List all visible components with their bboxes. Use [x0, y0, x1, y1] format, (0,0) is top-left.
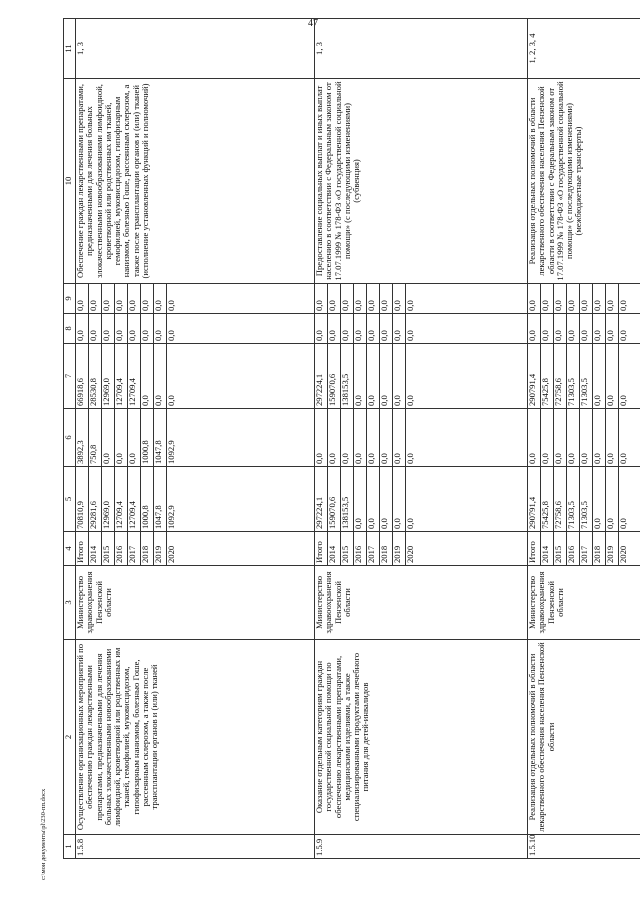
- year-cell: 2016: [567, 532, 580, 566]
- amount-cell: 0,0: [541, 409, 554, 467]
- amount-cell: 0,0: [76, 284, 89, 314]
- amount-cell: 0,0: [141, 284, 154, 314]
- year-cell: 2014: [89, 532, 102, 566]
- amount-cell: 0,0: [580, 284, 593, 314]
- amount-cell: 0,0: [593, 314, 606, 344]
- amount-cell: 0,0: [315, 314, 328, 344]
- amount-cell: 290791,4: [528, 344, 541, 409]
- year-cell: 2018: [380, 532, 393, 566]
- year-cell: 2020: [406, 532, 528, 566]
- amount-cell: 0,0: [102, 284, 115, 314]
- amount-cell: 290791,4: [528, 467, 541, 532]
- amount-cell: 0,0: [528, 284, 541, 314]
- amount-cell: 0,0: [367, 314, 380, 344]
- amount-cell: 0,0: [115, 314, 128, 344]
- header-row: [64, 19, 76, 859]
- amount-cell: 75425,8: [541, 344, 554, 409]
- amount-cell: 71303,5: [567, 344, 580, 409]
- amount-cell: 0,0: [567, 284, 580, 314]
- table-row: [315, 19, 328, 859]
- amount-cell: 0,0: [76, 314, 89, 344]
- amount-cell: 0,0: [128, 314, 141, 344]
- year-cell: 2017: [580, 532, 593, 566]
- amount-cell: 0,0: [606, 284, 619, 314]
- amount-cell: 0,0: [541, 314, 554, 344]
- amount-cell: 0,0: [541, 284, 554, 314]
- activity-name: Оказание отдельным категориям граждан государственной социальной помощи по обеспечению лекарственными препаратами, медицинскими изделиями, а также специализированными продуктами лечебного питания для детей-инвалидов: [315, 640, 528, 835]
- amount-cell: 0,0: [406, 409, 528, 467]
- executor: Министерство здравоохранения Пензенской области: [315, 566, 528, 640]
- amount-cell: 159070,6: [328, 467, 341, 532]
- amount-cell: 71303,5: [580, 344, 593, 409]
- year-cell: Итого: [76, 532, 89, 566]
- amount-cell: 0,0: [619, 344, 640, 409]
- amount-cell: 0,0: [141, 344, 154, 409]
- amount-cell: 1092,9: [167, 409, 315, 467]
- amount-cell: 12969,0: [102, 344, 115, 409]
- amount-cell: 0,0: [89, 314, 102, 344]
- amount-cell: 1047,8: [154, 467, 167, 532]
- amount-cell: 71303,5: [567, 467, 580, 532]
- amount-cell: 0,0: [380, 467, 393, 532]
- executor: Министерство здравоохранения Пензенской области: [76, 566, 315, 640]
- year-cell: 2017: [128, 532, 141, 566]
- amount-cell: 0,0: [406, 284, 528, 314]
- amount-cell: 0,0: [393, 314, 406, 344]
- amount-cell: 0,0: [102, 409, 115, 467]
- amount-cell: 0,0: [593, 409, 606, 467]
- amount-cell: 297224,1: [315, 344, 328, 409]
- amount-cell: 0,0: [606, 344, 619, 409]
- amount-cell: 0,0: [619, 284, 640, 314]
- amount-cell: 0,0: [606, 314, 619, 344]
- year-cell: 2019: [606, 532, 619, 566]
- amount-cell: 1047,8: [154, 409, 167, 467]
- amount-cell: 0,0: [154, 314, 167, 344]
- amount-cell: 138153,5: [341, 344, 354, 409]
- amount-cell: 0,0: [619, 409, 640, 467]
- expected-result: Реализация отдельных полномочий в области лекарственного обеспечения населения Пензенской области в соответствии с Федеральным законом от 17.07.1999 № 178-ФЗ «О государственной социальной помощи» (с последующими изменениями) (межбюджетные трансферты): [528, 79, 640, 284]
- amount-cell: 72758,6: [554, 344, 567, 409]
- amount-cell: 12709,4: [128, 344, 141, 409]
- amount-cell: 0,0: [580, 409, 593, 467]
- year-cell: 2018: [593, 532, 606, 566]
- amount-cell: 0,0: [528, 314, 541, 344]
- amount-cell: 0,0: [606, 409, 619, 467]
- amount-cell: 0,0: [167, 284, 315, 314]
- amount-cell: 0,0: [354, 467, 367, 532]
- amount-cell: 0,0: [154, 344, 167, 409]
- amount-cell: 0,0: [354, 284, 367, 314]
- amount-cell: 750,8: [89, 409, 102, 467]
- amount-cell: 0,0: [367, 344, 380, 409]
- year-cell: 2014: [328, 532, 341, 566]
- section-id: 1.5.8: [76, 835, 315, 859]
- section-id: 1.5.10: [528, 835, 640, 859]
- amount-cell: 0,0: [341, 284, 354, 314]
- amount-cell: 0,0: [406, 344, 528, 409]
- amount-cell: 0,0: [328, 284, 341, 314]
- amount-cell: 0,0: [328, 409, 341, 467]
- amount-cell: 0,0: [354, 314, 367, 344]
- year-cell: 2017: [367, 532, 380, 566]
- amount-cell: 0,0: [89, 284, 102, 314]
- amount-cell: 0,0: [380, 314, 393, 344]
- indicator-numbers: 1, 2, 3, 4: [528, 19, 640, 79]
- year-cell: 2019: [393, 532, 406, 566]
- column-number: 9: [64, 284, 76, 314]
- year-cell: 2016: [354, 532, 367, 566]
- amount-cell: 3892,3: [76, 409, 89, 467]
- amount-cell: 0,0: [141, 314, 154, 344]
- year-cell: Итого: [528, 532, 541, 566]
- year-cell: 2020: [619, 532, 640, 566]
- amount-cell: 0,0: [619, 314, 640, 344]
- amount-cell: 0,0: [115, 409, 128, 467]
- executor: Министерство здравоохранения Пензенской области: [528, 566, 640, 640]
- amount-cell: 1000,8: [141, 467, 154, 532]
- program-activities-table: [63, 18, 640, 859]
- expected-result: Предоставление социальных выплат и иных выплат населению в соответствии с Федеральным законом от 17.07.1999 № 178-ФЗ «О государственной социальной помощи» (с последующими изменениями) (субвенция): [315, 79, 528, 284]
- page-number: 47: [308, 18, 318, 29]
- amount-cell: 297224,1: [315, 467, 328, 532]
- amount-cell: 0,0: [367, 409, 380, 467]
- rotated-table-container: [63, 19, 628, 859]
- amount-cell: 12709,4: [115, 467, 128, 532]
- amount-cell: 28530,8: [89, 344, 102, 409]
- amount-cell: 0,0: [406, 467, 528, 532]
- table-row: [76, 19, 89, 859]
- year-cell: Итого: [315, 532, 328, 566]
- amount-cell: 0,0: [554, 284, 567, 314]
- amount-cell: 29281,6: [89, 467, 102, 532]
- amount-cell: 0,0: [128, 409, 141, 467]
- amount-cell: 0,0: [380, 409, 393, 467]
- activity-name: Реализация отдельных полномочий в области лекарственного обеспечения населения Пензенской области: [528, 640, 640, 835]
- amount-cell: 0,0: [115, 284, 128, 314]
- amount-cell: 0,0: [128, 284, 141, 314]
- amount-cell: 138153,5: [341, 467, 354, 532]
- activity-name: Осуществление организационных мероприятий по обеспечению граждан лекарственными препаратами, предназначенными для лечения больных злокачественными новообразованиями лимфоидной, кроветворной или родственных им тканей, гемофилией, муковисцидозом, гипофизарным нанизмом, болезнью Гоше, рассеянным склерозом, а также после трансплантации органов и (или) тканей: [76, 640, 315, 835]
- column-number: 6: [64, 409, 76, 467]
- amount-cell: 0,0: [167, 344, 315, 409]
- indicator-numbers: 1, 3: [76, 19, 315, 79]
- amount-cell: 0,0: [315, 284, 328, 314]
- year-cell: 2015: [102, 532, 115, 566]
- amount-cell: 0,0: [393, 409, 406, 467]
- year-cell: 2015: [341, 532, 354, 566]
- year-cell: 2018: [141, 532, 154, 566]
- amount-cell: 12969,0: [102, 467, 115, 532]
- table-row: [528, 19, 541, 859]
- amount-cell: 72758,6: [554, 467, 567, 532]
- amount-cell: 71303,5: [580, 467, 593, 532]
- amount-cell: 0,0: [567, 409, 580, 467]
- amount-cell: 0,0: [154, 284, 167, 314]
- column-number: 7: [64, 344, 76, 409]
- amount-cell: 0,0: [328, 314, 341, 344]
- column-number: 2: [64, 640, 76, 835]
- amount-cell: 0,0: [393, 284, 406, 314]
- amount-cell: 0,0: [102, 314, 115, 344]
- footer-file-path: c:\мои документы\pl\230-пп.docx: [40, 788, 47, 880]
- section-id: 1.5.9: [315, 835, 528, 859]
- amount-cell: 0,0: [367, 467, 380, 532]
- amount-cell: 0,0: [580, 314, 593, 344]
- column-number: 8: [64, 314, 76, 344]
- amount-cell: 0,0: [393, 344, 406, 409]
- amount-cell: 0,0: [354, 409, 367, 467]
- amount-cell: 1092,9: [167, 467, 315, 532]
- column-number: 4: [64, 532, 76, 566]
- column-number: 11: [64, 19, 76, 79]
- year-cell: 2014: [541, 532, 554, 566]
- year-cell: 2015: [554, 532, 567, 566]
- column-number: 3: [64, 566, 76, 640]
- amount-cell: 0,0: [619, 467, 640, 532]
- amount-cell: 159070,6: [328, 344, 341, 409]
- amount-cell: 0,0: [380, 344, 393, 409]
- amount-cell: 0,0: [315, 409, 328, 467]
- amount-cell: 0,0: [380, 284, 393, 314]
- column-number: 10: [64, 79, 76, 284]
- indicator-numbers: 1, 3: [315, 19, 528, 79]
- column-number: 5: [64, 467, 76, 532]
- year-cell: 2020: [167, 532, 315, 566]
- expected-result: Обеспечение граждан лекарственными препаратами, предназначенными для лечения больных злокачественными новообразованиями лимфоидной, кроветворной или родственных им тканей, гемофилией, муковисцидозом, гипофизарным нанизмом, болезнью Гоше, рассеянным склерозом, а также после трансплантации органов и (или) тканей (исполнение установленных функций и полномочий): [76, 79, 315, 284]
- amount-cell: 0,0: [393, 467, 406, 532]
- amount-cell: 0,0: [554, 409, 567, 467]
- amount-cell: 70810,9: [76, 467, 89, 532]
- amount-cell: 75425,8: [541, 467, 554, 532]
- amount-cell: 0,0: [167, 314, 315, 344]
- amount-cell: 0,0: [593, 284, 606, 314]
- amount-cell: 0,0: [341, 409, 354, 467]
- year-cell: 2019: [154, 532, 167, 566]
- amount-cell: 0,0: [606, 467, 619, 532]
- amount-cell: 0,0: [341, 314, 354, 344]
- amount-cell: 66918,6: [76, 344, 89, 409]
- amount-cell: 1000,8: [141, 409, 154, 467]
- year-cell: 2016: [115, 532, 128, 566]
- amount-cell: 0,0: [528, 409, 541, 467]
- amount-cell: 0,0: [367, 284, 380, 314]
- amount-cell: 0,0: [406, 314, 528, 344]
- amount-cell: 0,0: [593, 467, 606, 532]
- amount-cell: 0,0: [593, 344, 606, 409]
- amount-cell: 0,0: [354, 344, 367, 409]
- amount-cell: 12709,4: [115, 344, 128, 409]
- amount-cell: 0,0: [567, 314, 580, 344]
- amount-cell: 12709,4: [128, 467, 141, 532]
- amount-cell: 0,0: [554, 314, 567, 344]
- column-number: 1: [64, 835, 76, 859]
